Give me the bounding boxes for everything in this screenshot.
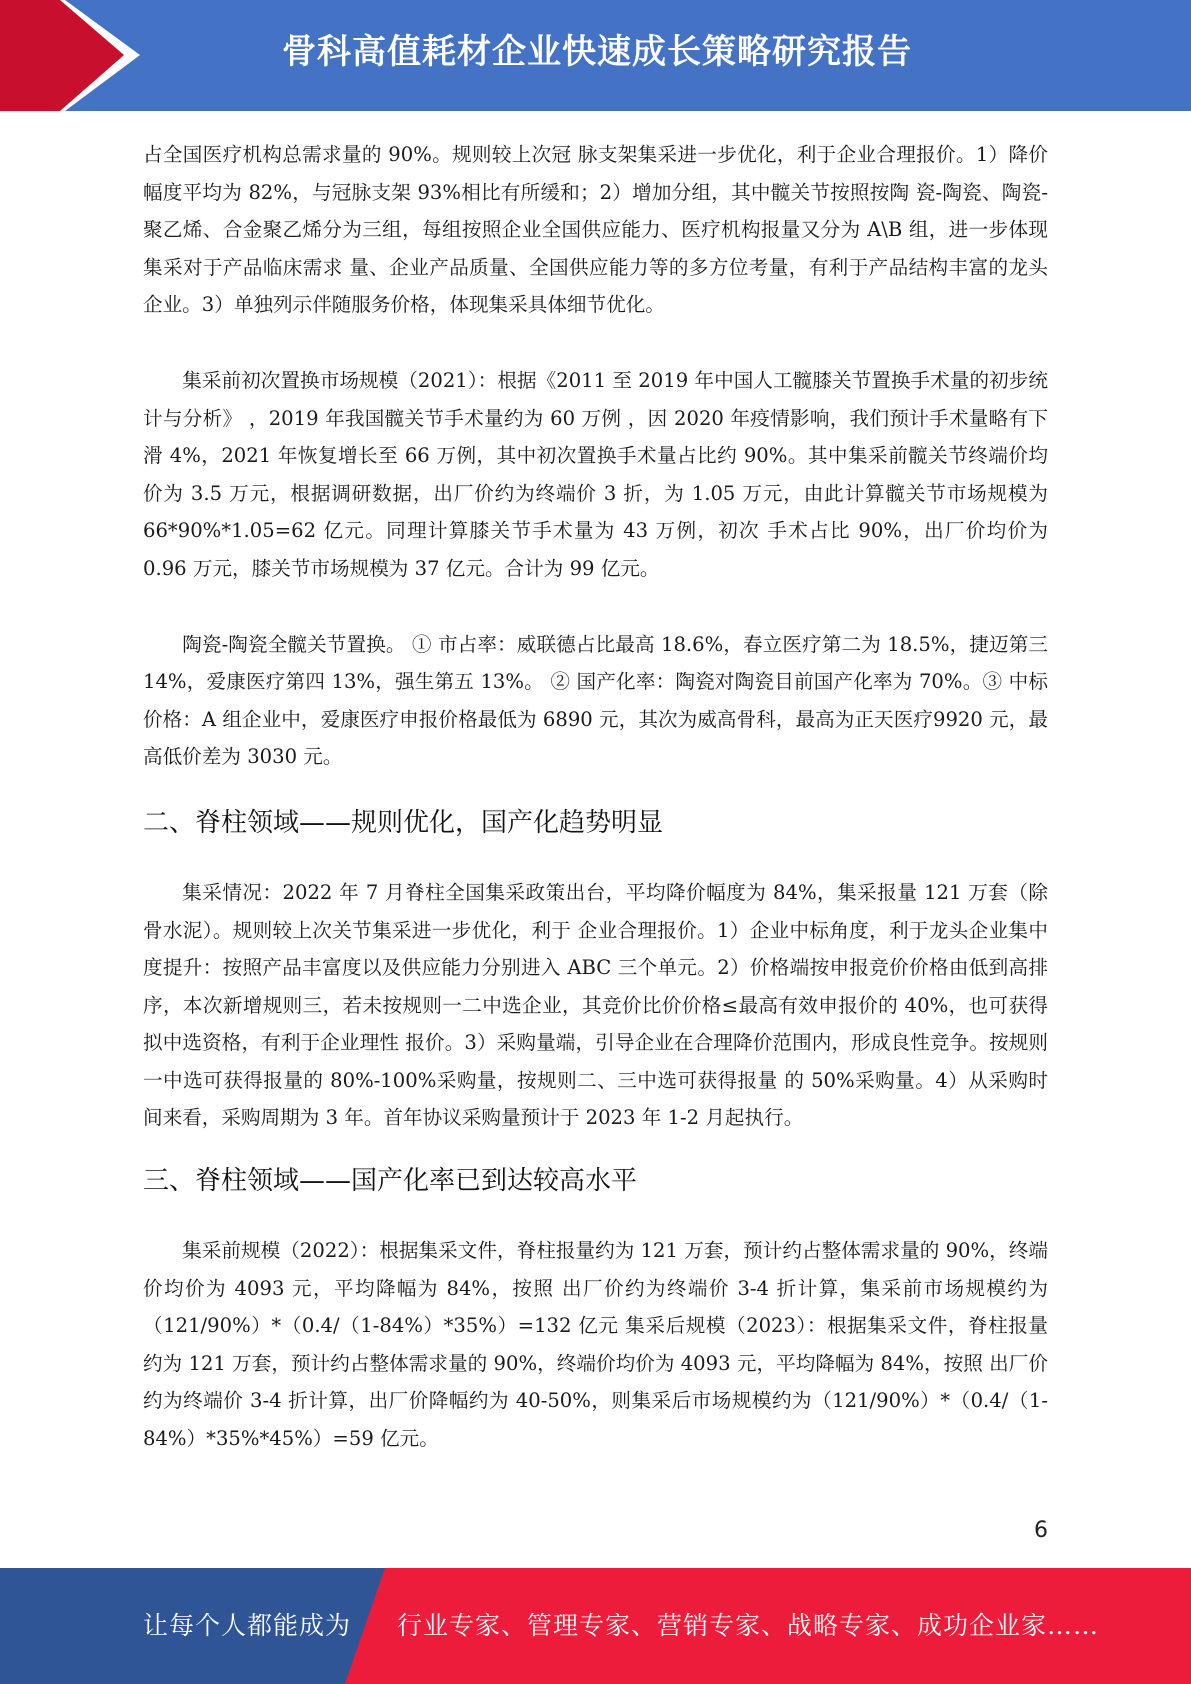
report-title: 骨科高值耗材企业快速成长策略研究报告 [282,32,912,72]
page-header [0,0,1191,111]
paragraph-hip-knee-rules: 占全国医疗机构总需求量的 90%。规则较上次冠 脉支架集采进一步优化，利于企业合理报价。1）降价幅度平均为 82%，与冠脉支架 93%相比有所缓和；2）增加分组，其中髋关节按照按陶 瓷-陶瓷、陶瓷-聚乙烯、合金聚乙烯分为三组，每组按照企业全国供应能力、医疗机构报量又分为 A\B 组，进一步体现集采对于产品临床需求 量、企业产品质量、全国供应能力等的多方位考量，有利于产品结构丰富的龙头企业。3）单独列示伴随服务价格，体现集采具体细节优化。 [143,143,1048,317]
main-content [143,136,1048,1458]
paragraph-market-size-2021: 集采前初次置换市场规模（2021）：根据《2011 至 2019 年中国人工髋膝关节置换手术量的初步统计与分析》 ，2019 年我国髋关节手术量约为 60 万例 ，因 2020 年疫情影响，我们预计手术量略有下滑 4%，2021 年恢复增长至 66 万例，其中初次置换手术量占比约 90%。其中集采前髋关节终端价均价为 3.5 万元，根据调研数据，出厂价约为终端价 3 折，为 1.05 万元，由此计算髋关节市场规模为 66*90%*1.05=62 亿元。同理计算膝关节手术量为 43 万例，初次 手术占比 90%，出厂价均价为 0.96 万元，膝关节市场规模为 37 亿元。合计为 99 亿元。 [143,368,1048,580]
paragraph-ceramic-hip: 陶瓷-陶瓷全髋关节置换。 ① 市占率：威联德占比最高 18.6%，春立医疗第二为 18.5%，捷迈第三 14%，爱康医疗第四 13%，强生第五 13%。 ② 国产化率：陶瓷对陶瓷目前国产化率为 70%。③ 中标价格：A 组企业中，爱康医疗申报价格最低为 6890 元，其次为威高骨科，最高为正天医疗9920 元，最高低价差为 3030 元。 [143,632,1048,769]
page-footer [0,1568,1191,1684]
section-heading-spine-rules: 二、脊柱领域——规则优化，国产化趋势明显 [143,807,664,838]
page-number: 6 [1034,1518,1048,1543]
paragraph-spine-procurement: 集采情况：2022 年 7 月脊柱全国集采政策出台，平均降价幅度为 84%，集采报量 121 万套（除骨水泥）。规则较上次关节集采进一步优化，利于 企业合理报价。1）企业中标角度，利于龙头企业集中度提升：按照产品丰富度以及供应能力分别进入 ABC 三个单元。2）价格端按申报竞价价格由低到高排序，本次新增规则三，若未按规则一二中选企业，其竞价比价价格≤最高有效申报价的 40%，也可获得拟中选资格，有利于企业理性 报价。3）采购量端，引导企业在合理降价范围内，形成良性竞争。按规则一中选可获得报量的 80%-100%采购量，按规则二、三中选可获得报量 的 50%采购量。4）从采购时间来看，采购周期为 3 年。首年协议采购量预计于 2023 年 1-2 月起执行。 [143,880,1048,1130]
footer-slogan-right: 行业专家、管理专家、营销专家、战略专家、成功企业家…… [397,1611,1100,1640]
footer-slogan-left: 让每个人都能成为 [143,1611,352,1640]
header-chevron-icon [0,0,150,111]
section-heading-spine-localization: 三、脊柱领域——国产化率已到达较高水平 [143,1166,638,1197]
paragraph-spine-market-size: 集采前规模（2022）：根据集采文件，脊柱报量约为 121 万套，预计约占整体需求量的 90%，终端价均价为 4093 元，平均降幅为 84%，按照 出厂价约为终端价 3-4 折计算，集采前市场规模约为（121/90%）*（0.4/（1-84%）*35%）=132 亿元 集采后规模（2023）：根据集采文件，脊柱报量约为 121 万套，预计约占整体需求量的 90%，终端价均价为 4093 元，平均降幅为 84%，按照 出厂价约为终端价 3-4 折计算，出厂价降幅约为 40-50%，则集采后市场规模约为（121/90%）*（0.4/（1-84%）*35%*45%）=59 亿元。 [143,1239,1048,1451]
